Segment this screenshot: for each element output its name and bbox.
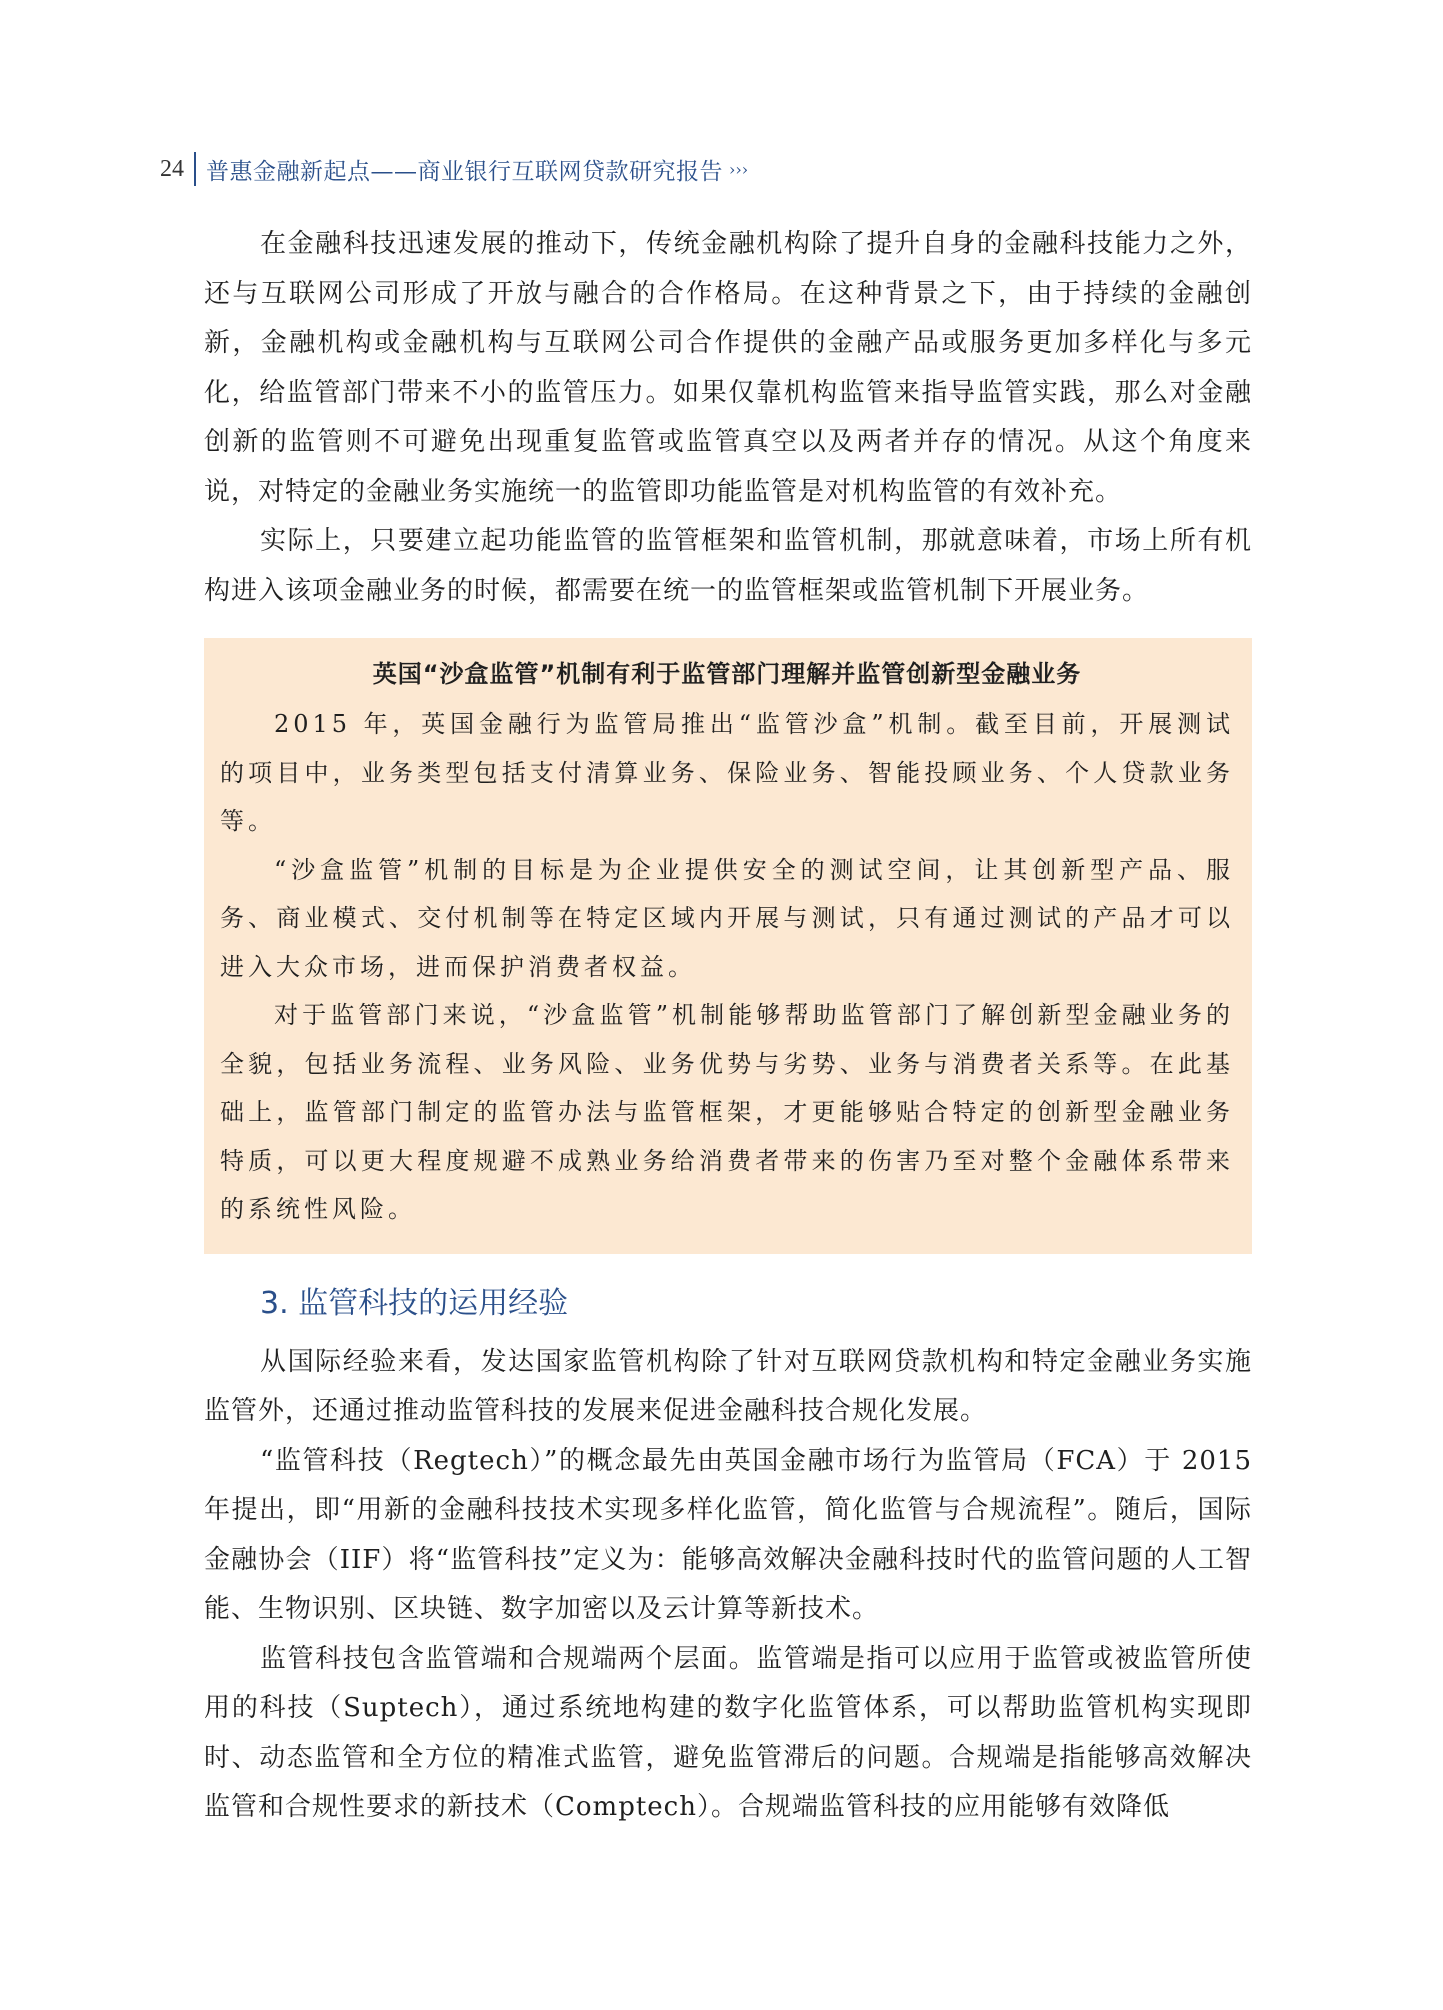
book-title: 普惠金融新起点——商业银行互联网贷款研究报告 (206, 158, 723, 185)
chevrons-icon: ››› (729, 159, 749, 179)
callout-paragraph: “沙盒监管”机制的目标是为企业提供安全的测试空间，让其创新型产品、服务、商业模式、交付机制等在特定区域内开展与测试，只有通过测试的产品才可以进入大众市场，进而保护消费者权益。 (220, 855, 1234, 981)
body-paragraph: 监管科技包含监管端和合规端两个层面。监管端是指可以应用于监管或被监管所使用的科技（Suptech），通过系统地构建的数字化监管体系，可以帮助监管机构实现即时、动态监管和全方位的精准式监管，避免监管滞后的问题。合规端是指能够高效解决监管和合规性要求的新技术（Comptech）。合规端监管科技的应用能够有效降低 (204, 1643, 1252, 1822)
sandbox-callout-box (204, 638, 1252, 1254)
page-body (204, 220, 1252, 1833)
body-paragraph: “监管科技（Regtech）”的概念最先由英国金融市场行为监管局（FCA）于 2015 年提出，即“用新的金融科技技术实现多样化监管，简化监管与合规流程”。随后，国际金融协会（IIF）将“监管科技”定义为：能够高效解决金融科技时代的监管问题的人工智能、生物识别、区块链、数字加密以及云计算等新技术。 (204, 1445, 1252, 1624)
callout-paragraph: 2015 年，英国金融行为监管局推出“监管沙盒”机制。截至目前，开展测试的项目中，业务类型包括支付清算业务、保险业务、智能投顾业务、个人贷款业务等。 (220, 710, 1234, 835)
header-divider (194, 152, 196, 186)
body-paragraph: 从国际经验来看，发达国家监管机构除了针对互联网贷款机构和特定金融业务实施监管外，还通过推动监管科技的发展来促进金融科技合规化发展。 (204, 1346, 1252, 1426)
body-paragraph: 实际上，只要建立起功能监管的监管框架和监管机制，那就意味着，市场上所有机构进入该项金融业务的时候，都需要在统一的监管框架或监管机制下开展业务。 (204, 526, 1252, 606)
body-paragraph: 在金融科技迅速发展的推动下，传统金融机构除了提升自身的金融科技能力之外，还与互联网公司形成了开放与融合的合作格局。在这种背景之下，由于持续的金融创新，金融机构或金融机构与互联网公司合作提供的金融产品或服务更加多样化与多元化，给监管部门带来不小的监管压力。如果仅靠机构监管来指导监管实践，那么对金融创新的监管则不可避免出现重复监管或监管真空以及两者并存的情况。从这个角度来说，对特定的金融业务实施统一的监管即功能监管是对机构监管的有效补充。 (204, 229, 1252, 507)
callout-title: 英国“沙盒监管”机制有利于监管部门理解并监管创新型金融业务 (372, 660, 1082, 688)
running-header (160, 152, 748, 186)
section-heading: 3. 监管科技的运用经验 (260, 1285, 569, 1321)
page-number: 24 (160, 155, 184, 182)
callout-paragraph: 对于监管部门来说，“沙盒监管”机制能够帮助监管部门了解创新型金融业务的全貌，包括业务流程、业务风险、业务优势与劣势、业务与消费者关系等。在此基础上，监管部门制定的监管办法与监管框架，才更能够贴合特定的创新型金融业务特质，可以更大程度规避不成熟业务给消费者带来的伤害乃至对整个金融体系带来的系统性风险。 (220, 1001, 1234, 1223)
